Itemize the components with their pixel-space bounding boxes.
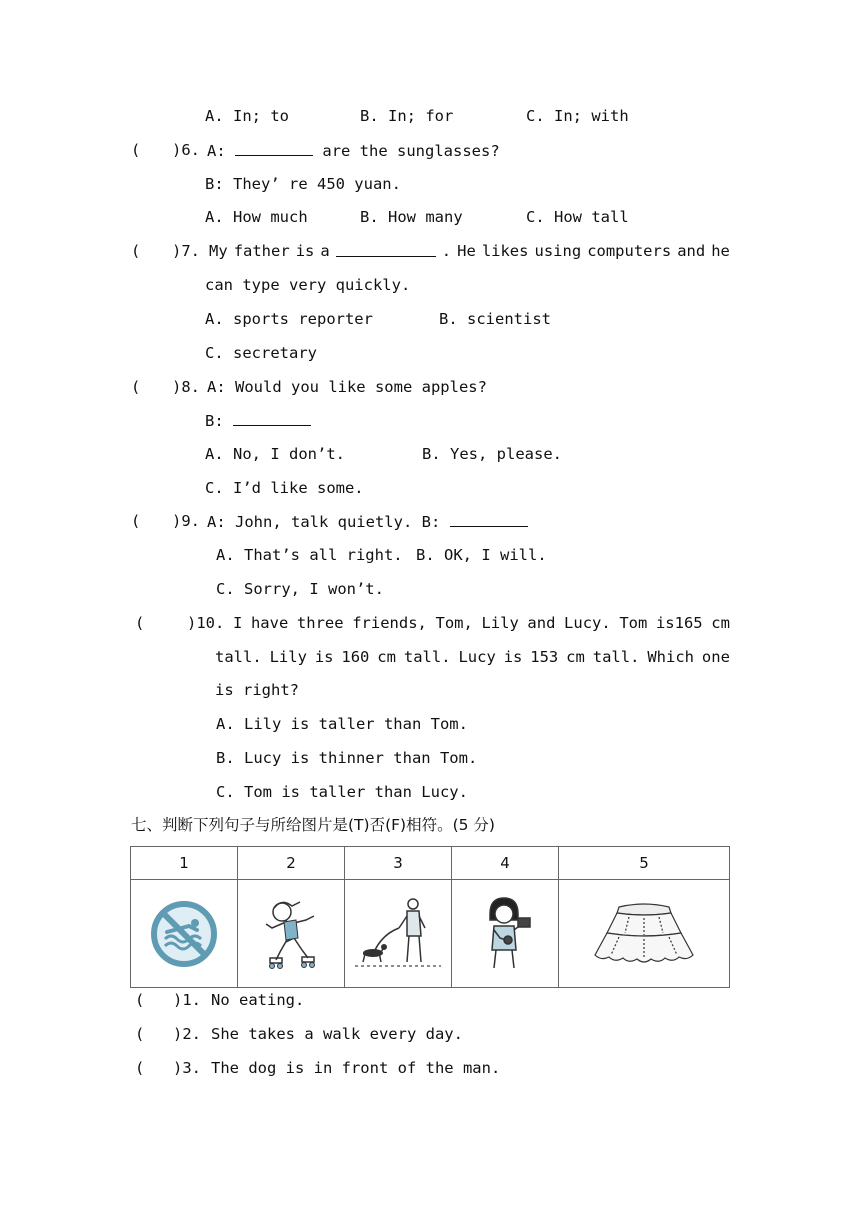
q5-option-b: B. In; for bbox=[360, 107, 454, 125]
q10-answer-paren: ( bbox=[135, 614, 145, 632]
statement-2-paren: ( bbox=[135, 1025, 145, 1043]
picture-cell-5 bbox=[559, 880, 730, 988]
q10-word: 153 bbox=[530, 648, 559, 666]
statement-3-number: )3. bbox=[173, 1059, 201, 1077]
q9-option-a: A. That’s all right. bbox=[216, 546, 403, 564]
statement-1-text: No eating. bbox=[211, 991, 305, 1009]
girl-with-camera-icon bbox=[470, 894, 540, 974]
q10-word: is165 bbox=[655, 614, 703, 632]
q5-option-c: C. In; with bbox=[526, 107, 629, 125]
q6-option-b: B. How many bbox=[360, 208, 463, 226]
q5-option-a: A. In; to bbox=[205, 107, 289, 125]
q9-number: )9. bbox=[172, 512, 200, 530]
q10-word: Lucy. bbox=[564, 614, 611, 632]
q10-word: I bbox=[233, 614, 243, 632]
q7-word: . bbox=[441, 242, 452, 260]
q6-option-a: A. How much bbox=[205, 208, 308, 226]
q7-option-a: A. sports reporter bbox=[205, 310, 373, 328]
q7-answer-paren: ( bbox=[131, 242, 141, 260]
picture-number: 3 bbox=[345, 847, 452, 880]
q7-word: is bbox=[295, 242, 315, 260]
q10-line1 bbox=[233, 613, 730, 633]
q7-word: father bbox=[233, 242, 290, 260]
statement-3-text: The dog is in front of the man. bbox=[211, 1059, 501, 1077]
q8-blank bbox=[233, 410, 311, 426]
roller-skating-girl-icon bbox=[256, 894, 326, 974]
q10-word: Tom bbox=[619, 614, 648, 632]
q10-word: tall. bbox=[592, 648, 640, 666]
q7-option-b: B. scientist bbox=[439, 310, 551, 328]
q10-word: cm bbox=[566, 648, 585, 666]
statement-2-number: )2. bbox=[173, 1025, 201, 1043]
q10-word: Tom, bbox=[435, 614, 473, 632]
q8-number: )8. bbox=[172, 378, 200, 396]
q7-number: )7. bbox=[172, 242, 200, 260]
q10-word: tall. bbox=[215, 648, 262, 666]
q7-word: He bbox=[457, 242, 476, 260]
q10-word: 160 bbox=[341, 648, 370, 666]
q7-line2: can type very quickly. bbox=[205, 276, 411, 294]
q10-word: Lucy bbox=[458, 648, 496, 666]
q8-line1: A: Would you like some apples? bbox=[207, 378, 487, 396]
q10-number: )10. bbox=[187, 614, 225, 632]
q10-word: cm bbox=[377, 648, 396, 666]
q6-prefix: A: bbox=[207, 142, 226, 160]
q10-word: Which bbox=[647, 648, 694, 666]
q8-line2 bbox=[205, 410, 311, 431]
q10-word: and bbox=[527, 614, 556, 632]
q10-word: cm bbox=[711, 614, 730, 632]
q10-word: is bbox=[503, 648, 523, 666]
q10-line2 bbox=[215, 647, 730, 667]
man-walking-dog-icon bbox=[353, 894, 443, 974]
q6-answer-paren: ( bbox=[131, 141, 141, 159]
picture-cell-1 bbox=[131, 880, 238, 988]
skirt-icon bbox=[589, 899, 699, 969]
q6-question bbox=[207, 140, 500, 161]
q6-option-c: C. How tall bbox=[526, 208, 629, 226]
q7-blank bbox=[336, 241, 436, 257]
picture-cell-4 bbox=[452, 880, 559, 988]
q7-option-c: C. secretary bbox=[205, 344, 317, 362]
q9-option-b: B. OK, I will. bbox=[416, 546, 547, 564]
q9-blank bbox=[450, 511, 528, 527]
q8-answer-paren: ( bbox=[131, 378, 141, 396]
q7-word: likes bbox=[481, 242, 529, 260]
q10-word: three bbox=[296, 614, 344, 632]
q7-line1 bbox=[209, 241, 730, 261]
picture-number: 1 bbox=[131, 847, 238, 880]
statement-1-paren: ( bbox=[135, 991, 145, 1009]
picture-table bbox=[130, 846, 730, 988]
q8-option-a: A. No, I don’t. bbox=[205, 445, 345, 463]
q9-line1 bbox=[207, 511, 528, 532]
section-7-title: 七、判断下列句子与所给图片是(T)否(F)相符。(5 分) bbox=[131, 816, 495, 834]
picture-cell-2 bbox=[238, 880, 345, 988]
no-swimming-icon bbox=[149, 899, 219, 969]
q7-word: a bbox=[320, 242, 330, 260]
q6-number: )6. bbox=[172, 141, 200, 159]
q10-option-b: B. Lucy is thinner than Tom. bbox=[216, 749, 478, 767]
statement-3-paren: ( bbox=[135, 1059, 145, 1077]
picture-number: 5 bbox=[559, 847, 730, 880]
q7-word: using bbox=[534, 242, 582, 260]
q7-word: My bbox=[209, 242, 228, 260]
q10-word: Lily bbox=[481, 614, 519, 632]
q6-line2: B: They’ re 450 yuan. bbox=[205, 175, 401, 193]
q7-word: he bbox=[711, 242, 730, 260]
q8-option-b: B. Yes, please. bbox=[422, 445, 562, 463]
q10-word: friends, bbox=[352, 614, 427, 632]
q7-word: and bbox=[677, 242, 706, 260]
picture-number: 4 bbox=[452, 847, 559, 880]
q7-word: computers bbox=[587, 242, 672, 260]
picture-number: 2 bbox=[238, 847, 345, 880]
q8-option-c: C. I’d like some. bbox=[205, 479, 364, 497]
q10-option-a: A. Lily is taller than Tom. bbox=[216, 715, 468, 733]
q10-line3: is right? bbox=[215, 681, 299, 699]
q10-word: one bbox=[701, 648, 730, 666]
q9-answer-paren: ( bbox=[131, 512, 141, 530]
statement-1-number: )1. bbox=[173, 991, 201, 1009]
q8-prefix: B: bbox=[205, 412, 224, 430]
q9-option-c: C. Sorry, I won’t. bbox=[216, 580, 384, 598]
picture-cell-3 bbox=[345, 880, 452, 988]
q10-word: Lily bbox=[269, 648, 307, 666]
q10-word: is bbox=[314, 648, 334, 666]
q10-word: tall. bbox=[403, 648, 451, 666]
q10-word: have bbox=[250, 614, 289, 632]
statement-2-text: She takes a walk every day. bbox=[211, 1025, 463, 1043]
q6-suffix: are the sunglasses? bbox=[322, 142, 500, 160]
q10-option-c: C. Tom is taller than Lucy. bbox=[216, 783, 468, 801]
q6-blank bbox=[235, 140, 313, 156]
q9-prompt: A: John, talk quietly. B: bbox=[207, 513, 441, 531]
